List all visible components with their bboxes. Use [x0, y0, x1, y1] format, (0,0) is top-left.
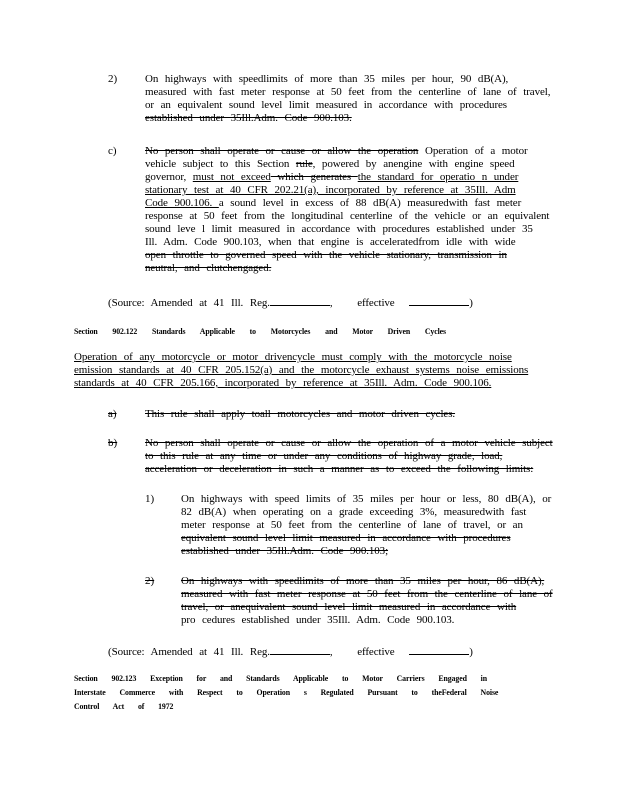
item-b-line-2: to this rule at any time or under any conditions of highway grade, load,: [145, 450, 503, 462]
section-heading: Section 902.122 Standards Applicable to Motorcycles and Motor Driven Cycles: [74, 326, 446, 336]
item-b-line-1: No person shall operate or cause or allow the operation of a motor vehicle subject: [145, 437, 553, 449]
item-number: c): [108, 145, 117, 157]
section-heading: Section 902.123 Exception for and Standards Applicable to Motor Carriers Engaged in: [74, 673, 487, 683]
item-c-line-6: response at 50 feet from the longitudinal centerline of the vehicle or an equivalent: [145, 210, 550, 222]
item-b1-line-4: equivalent sound level limit measured in accordance with procedures: [181, 532, 511, 544]
source-note: (Source: Amended at 41 Ill. Reg. , effective ): [108, 297, 473, 309]
section-122-body-line-2: emission standards at 40 CFR 205.152(a) and the motorcycle exhaust systems noise emissions: [74, 364, 529, 376]
item-b2-line-4: pro cedures established under 35Ill. Adm. Code 900.103.: [181, 614, 455, 626]
item-2-line-1: On highways with speedlimits of more than 35 miles per hour, 90 dB(A),: [145, 73, 509, 85]
source-note: (Source: Amended at 41 Ill. Reg. , effective ): [108, 646, 473, 658]
item-c-line-4: stationary test at 40 CFR 202.21(a), incorporated by reference at 35Ill. Adm: [145, 184, 516, 196]
item-b2-line-2: measured with fast meter response at 50 feet from the centerline of lane of: [181, 588, 553, 600]
item-b-line-3: acceleration or deceleration in such a manner as to exceed the following limits:: [145, 463, 534, 475]
section-heading: Control Act of 1972: [74, 701, 174, 711]
item-c-line-10: neutral, and clutchengaged.: [145, 262, 272, 274]
item-c-line-7: sound leve l limit measured in accordance with procedures established under 35: [145, 223, 533, 235]
item-c-line-8: Ill. Adm. Code 900.103, when that engine is acceleratedfrom idle with wide: [145, 236, 516, 248]
item-number: 2): [108, 73, 118, 85]
section-122-body-line-3: standards at 40 CFR 205.166, incorporated by reference at 35Ill. Adm. Code 900.106.: [74, 377, 492, 389]
item-b2-line-3: travel, or anequivalent sound level limit measured in accordance with: [181, 601, 517, 613]
item-b1-line-2: 82 dB(A) when operating on a grade exceeding 3%, measuredwith fast: [181, 506, 527, 518]
item-a-text: This rule shall apply toall motorcycles and motor driven cycles.: [145, 408, 456, 420]
section-122-body-line-1: Operation of any motorcycle or motor drivencycle must comply with the motorcycle noise: [74, 351, 512, 363]
item-number: a): [108, 408, 117, 420]
item-b1-line-1: On highways with speed limits of 35 miles per hour or less, 80 dB(A), or: [181, 493, 552, 505]
item-b2-line-1: On highways with speedlimits of more than 35 miles per hour, 86 dB(A),: [181, 575, 545, 587]
item-c-line-2: vehicle subject to this Section rule, powered by anengine with engine speed: [145, 158, 515, 170]
section-heading: Interstate Commerce with Respect to Operation s Regulated Pursuant to theFederal Noise: [74, 687, 499, 697]
item-number: 2): [145, 575, 155, 587]
item-2-line-4: established under 35Ill.Adm. Code 900.103.: [145, 112, 352, 124]
item-c-line-1: No person shall operate or cause or allow the operation Operation of a motor: [145, 145, 528, 157]
item-c-line-3: governor, must not exceed which generates the standard for operatio n under: [145, 171, 519, 183]
item-number: b): [108, 437, 118, 449]
item-b1-line-3: meter response at 50 feet from the centerline of lane of travel, or an: [181, 519, 523, 531]
item-c-line-9: open throttle to governed speed with the vehicle stationary, transmission in: [145, 249, 507, 261]
item-c-line-5: Code 900.106. a sound level in excess of 88 dB(A) measuredwith fast meter: [145, 197, 522, 209]
item-2-line-2: measured with fast meter response at 50 feet from the centerline of lane of travel,: [145, 86, 551, 98]
item-number: 1): [145, 493, 155, 505]
item-b1-line-5: established under 35Ill.Adm. Code 900.103;: [181, 545, 389, 557]
item-2-line-3: or an equivalent sound level limit measured in accordance with procedures: [145, 99, 507, 111]
